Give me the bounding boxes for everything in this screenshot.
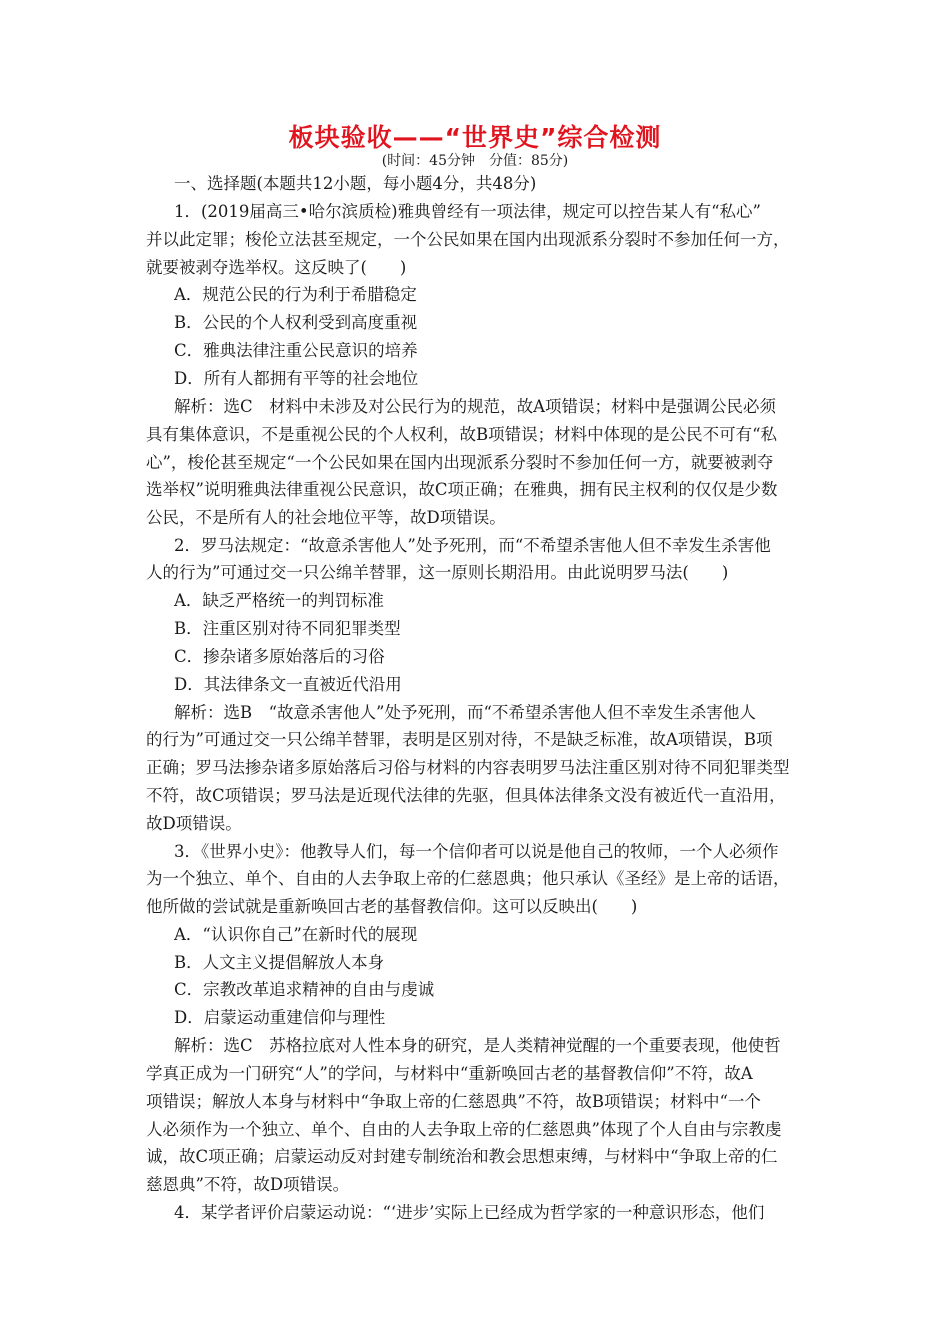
q3-stem-line: 他所做的尝试就是重新唤回古老的基督教信仰。这可以反映出( ) <box>146 897 638 916</box>
q3-stem-line: 3．《世界小史》：他教导人们，每一个信仰者可以说是他自己的牧师，一个人必须作 <box>174 842 779 861</box>
section-heading: 一、选择题(本题共12小题，每小题4分，共48分) <box>174 174 537 193</box>
q2-analysis-line: 正确；罗马法掺杂诸多原始落后习俗与材料的内容表明罗马法注重区别对待不同犯罪类型 <box>146 758 790 777</box>
q2-analysis-line: 故D项错误。 <box>146 814 242 833</box>
page-title: 板块验收——“世界史”综合检测 <box>288 123 662 152</box>
q3-analysis-line: 学真正成为一门研究“人”的学问，与材料中“重新唤回古老的基督教信仰”不符，故A <box>146 1064 753 1083</box>
q3-analysis-line: 项错误；解放人本身与材料中“争取上帝的仁慈恩典”不符，故B项错误；材料中“一个 <box>146 1092 761 1111</box>
q1-analysis-line: 心”，梭伦甚至规定“一个公民如果在国内出现派系分裂时不参加任何一方，就要被剥夺 <box>146 453 774 472</box>
q3-analysis-line: 人必须作为一个独立、单个、自由的人去争取上帝的仁慈恩典”体现了个人自由与宗教虔 <box>146 1120 782 1139</box>
q3-analysis-line: 诚，故C项正确；启蒙运动反对封建专制统治和教会思想束缚，与材料中“争取上帝的仁 <box>146 1147 778 1166</box>
q1-option-d: D．所有人都拥有平等的社会地位 <box>174 369 419 388</box>
q2-option-d: D．其法律条文一直被近代沿用 <box>174 675 402 694</box>
q2-stem-line: 人的行为”可通过交一只公绵羊替罪，这一原则长期沿用。由此说明罗马法( ) <box>146 563 729 582</box>
q2-stem-line: 2．罗马法规定：“故意杀害他人”处予死刑，而“不希望杀害他人但不幸发生杀害他 <box>174 536 771 555</box>
q3-analysis-line: 解析：选C 苏格拉底对人性本身的研究，是人类精神觉醒的一个重要表现，他使哲 <box>174 1036 781 1055</box>
q1-option-c: C．雅典法律注重公民意识的培养 <box>174 341 418 360</box>
page-subtitle: (时间：45分钟 分值：85分) <box>381 153 569 169</box>
q2-analysis-line: 解析：选B “故意杀害他人”处予死刑，而“不希望杀害他人但不幸发生杀害他人 <box>174 703 756 722</box>
q1-analysis-line: 公民，不是所有人的社会地位平等，故D项错误。 <box>146 508 506 527</box>
q1-analysis-line: 具有集体意识，不是重视公民的个人权利，故B项错误；材料中体现的是公民不可有“私 <box>146 425 778 444</box>
q4-stem-line: 4．某学者评价启蒙运动说：“‘进步’实际上已经成为哲学家的一种意识形态，他们 <box>174 1203 765 1222</box>
q1-option-b: B．公民的个人权利受到高度重视 <box>174 313 418 332</box>
q1-analysis-line: 解析：选C 材料中未涉及对公民行为的规范，故A项错误；材料中是强调公民必须 <box>174 397 777 416</box>
q3-analysis-line: 慈恩典”不符，故D项错误。 <box>146 1175 350 1194</box>
q1-stem-line: 并以此定罪；梭伦立法甚至规定，一个公民如果在国内出现派系分裂时不参加任何一方， <box>146 230 790 249</box>
q1-stem-line: 就要被剥夺选举权。这反映了( ) <box>146 258 407 277</box>
q3-option-a: A．“认识你自己”在新时代的展现 <box>174 925 418 944</box>
q3-option-d: D．启蒙运动重建信仰与理性 <box>174 1008 386 1027</box>
q2-analysis-line: 的行为”可通过交一只公绵羊替罪，表明是区别对待，不是缺乏标准，故A项错误，B项 <box>146 730 773 749</box>
q3-option-b: B．人文主义提倡解放人本身 <box>174 953 385 972</box>
q1-option-a: A．规范公民的行为利于希腊稳定 <box>174 285 417 304</box>
q3-stem-line: 为一个独立、单个、自由的人去争取上帝的仁慈恩典；他只承认《圣经》是上帝的话语， <box>146 869 790 888</box>
q2-option-c: C．掺杂诸多原始落后的习俗 <box>174 647 385 666</box>
q1-analysis-line: 选举权”说明雅典法律重视公民意识，故C项正确；在雅典，拥有民主权利的仅仅是少数 <box>146 480 778 499</box>
q1-stem-line: 1．(2019届高三•哈尔滨质检)雅典曾经有一项法律，规定可以控告某人有“私心” <box>174 202 761 221</box>
q2-option-b: B．注重区别对待不同犯罪类型 <box>174 619 401 638</box>
q2-analysis-line: 不符，故C项错误；罗马法是近现代法律的先驱，但具体法律条文没有被近代一直沿用， <box>146 786 786 805</box>
q2-option-a: A．缺乏严格统一的判罚标准 <box>174 591 384 610</box>
q3-option-c: C．宗教改革追求精神的自由与虔诚 <box>174 980 435 999</box>
